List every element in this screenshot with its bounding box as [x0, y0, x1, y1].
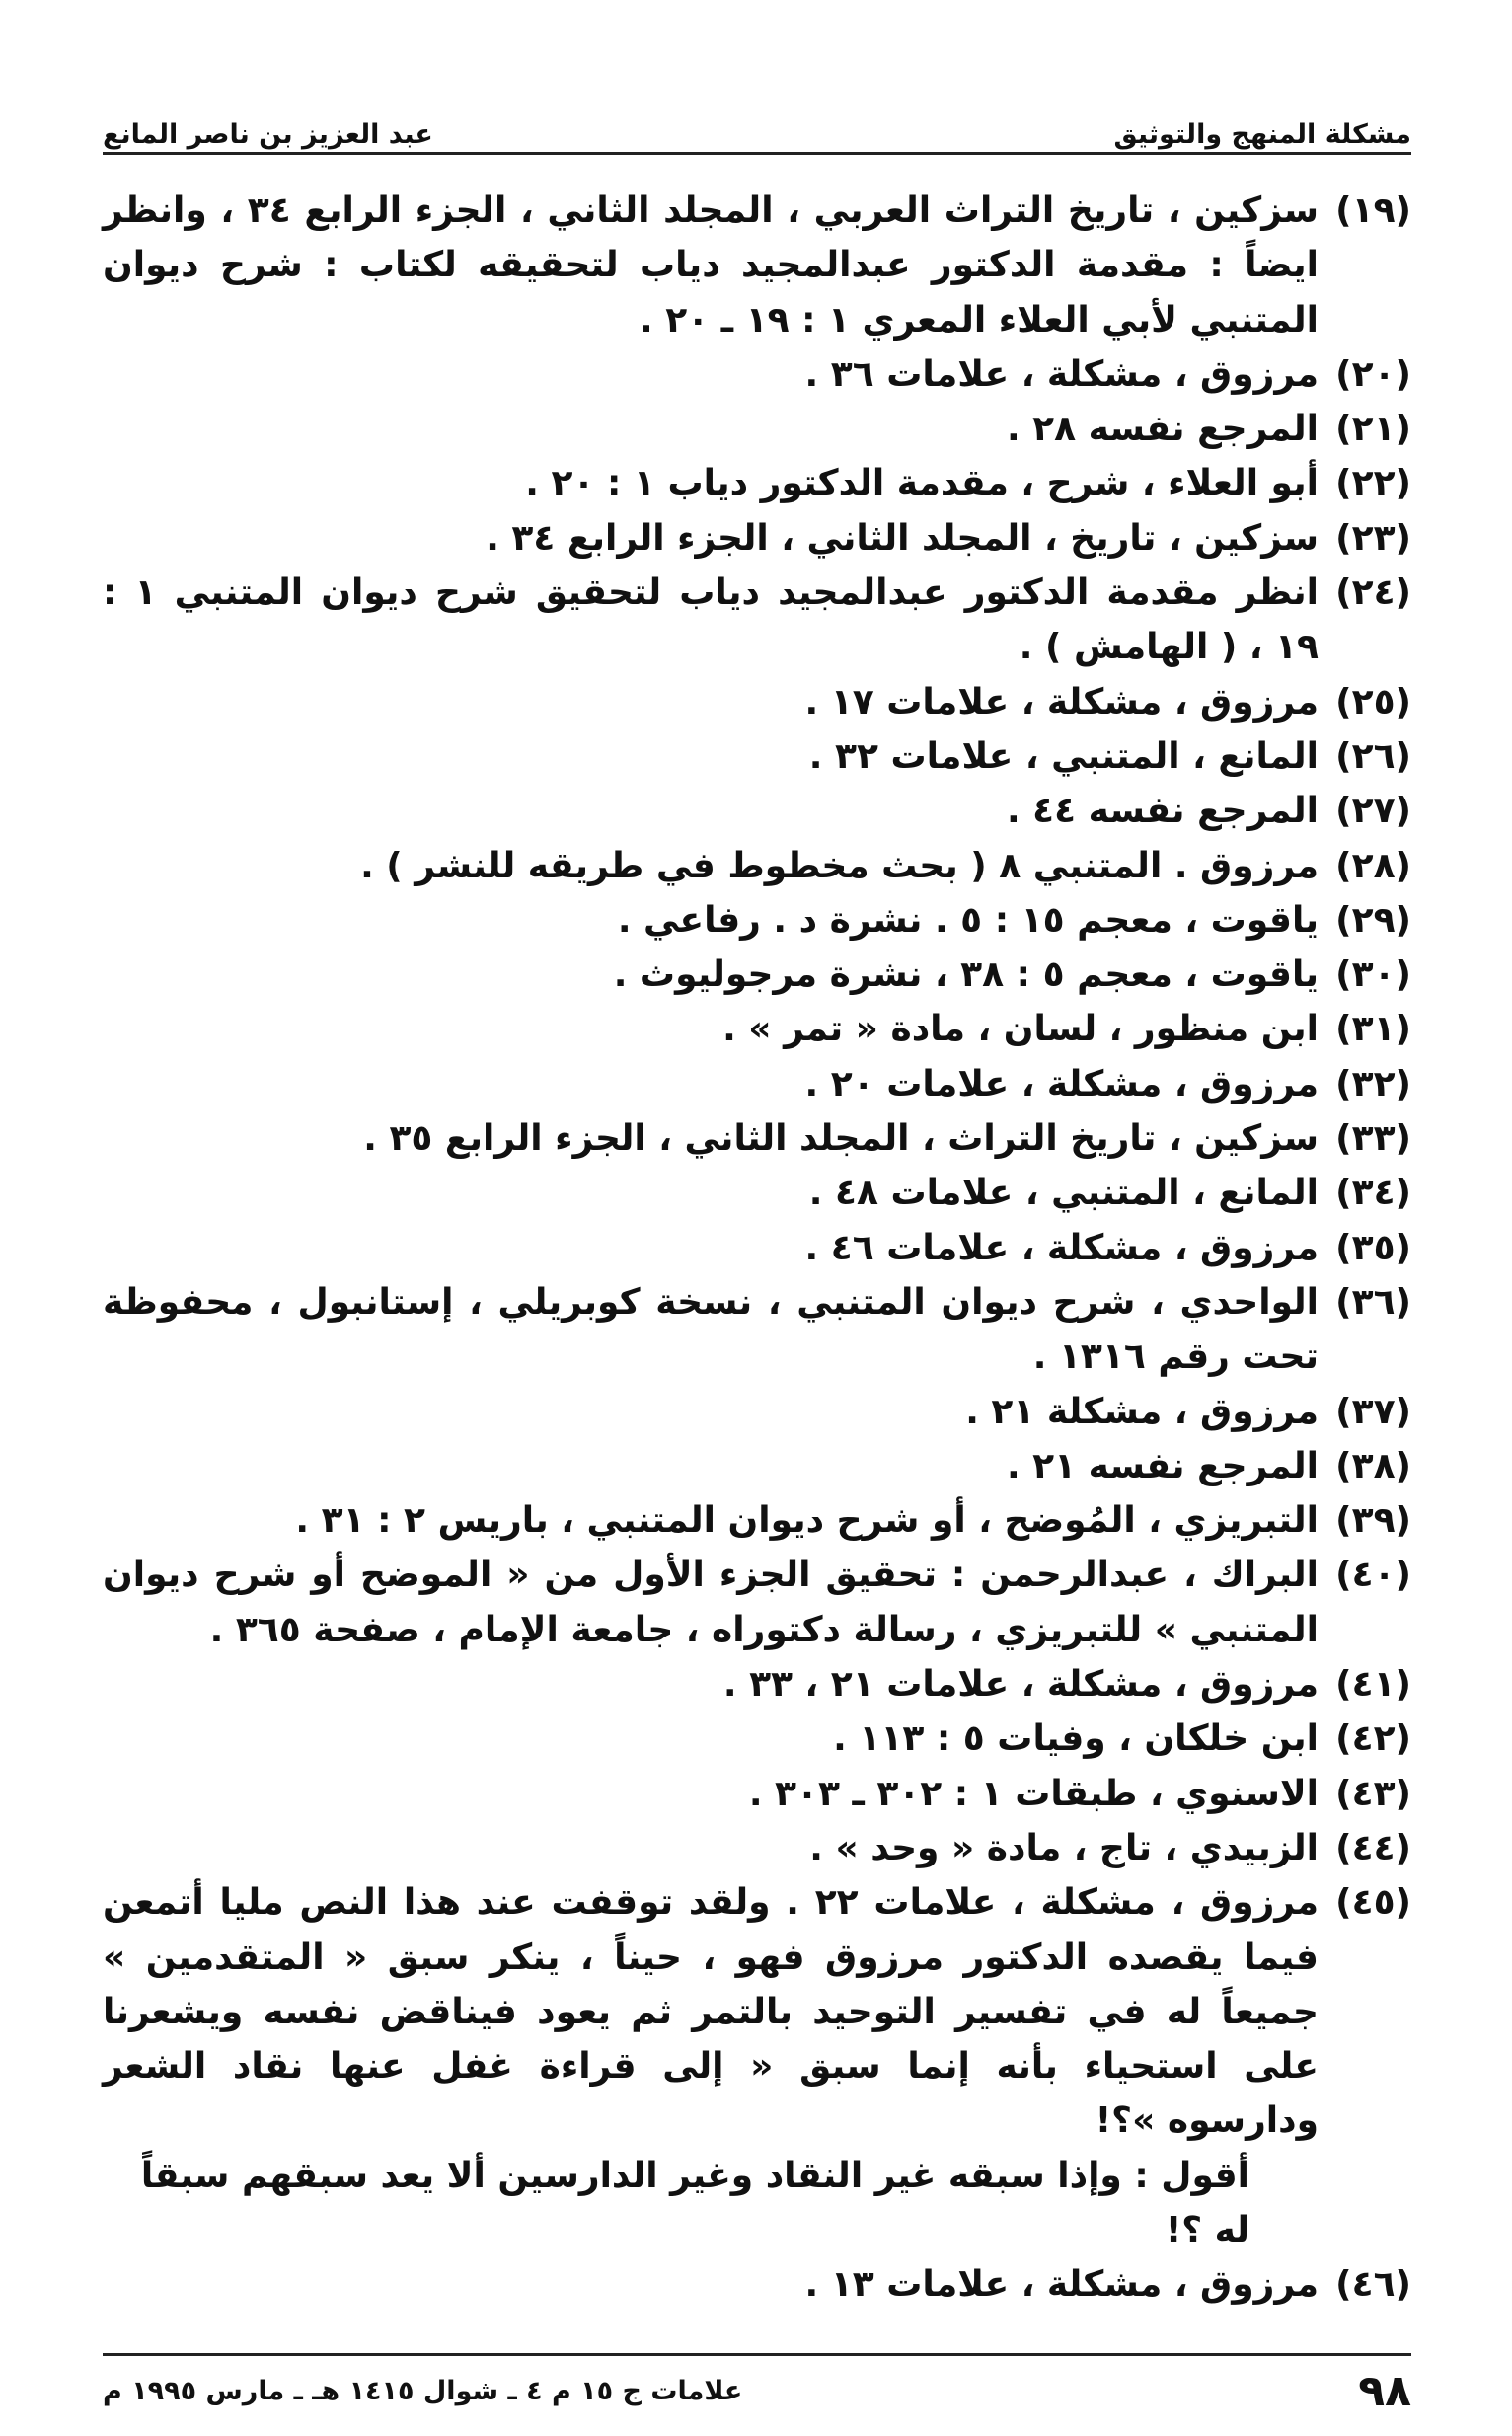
endnote-number: (٣١) — [1335, 1009, 1411, 1050]
endnote-number: (٣٣) — [1335, 1118, 1411, 1160]
endnote-number: (٢٣) — [1335, 517, 1411, 559]
endnote-text: ياقوت ، معجم ١٥ : ٥ . نشرة د . رفاعي . — [617, 899, 1319, 941]
endnote-text: التبريزي ، المُوضح ، أو شرح ديوان المتنبي ، باريس ٢ : ٣١ . — [295, 1500, 1319, 1542]
endnote-text: مرزوق ، مشكلة ، علامات ٤٦ . — [804, 1227, 1319, 1268]
endnote-text: مرزوق ، مشكلة ٢١ . — [965, 1391, 1319, 1432]
header-rule — [103, 152, 1411, 155]
endnote-text: ابن منظور ، لسان ، مادة « تمر » . — [722, 1009, 1319, 1050]
endnote-number: (٢٨) — [1335, 845, 1411, 886]
endnote — [103, 893, 1411, 948]
endnote — [103, 1275, 1411, 1385]
endnote — [103, 675, 1411, 729]
endnote-number: (٤٣) — [1335, 1773, 1411, 1814]
endnote-number: (٢٦) — [1335, 735, 1411, 777]
endnote-number: (٤٤) — [1335, 1827, 1411, 1868]
endnote-number: (٢١) — [1335, 409, 1411, 450]
header-article-title: مشكلة المنهج والتوثيق — [1113, 119, 1411, 150]
endnote-text: البراك ، عبدالرحمن : تحقيق الجزء الأول من « الموضح أو شرح ديوان المتنبي » للتبريزي ، رسالة دكتوراه ، جامعة الإمام ، صفحة ٣٦٥ . — [103, 1555, 1319, 1650]
endnote-number: (٣٢) — [1335, 1063, 1411, 1104]
endnote-continuation — [103, 2149, 1411, 2258]
endnote-text: سزكين ، تاريخ ، المجلد الثاني ، الجزء الرابع ٣٤ . — [486, 517, 1319, 559]
endnote-number: (٢٢) — [1335, 463, 1411, 504]
endnote — [103, 1057, 1411, 1111]
endnote — [103, 1821, 1411, 1875]
endnote — [103, 1657, 1411, 1712]
endnote-number: (٣٠) — [1335, 954, 1411, 996]
running-header — [103, 95, 1411, 150]
footer-rule — [103, 2353, 1411, 2356]
endnote — [103, 1002, 1411, 1056]
endnote-text: المانع ، المتنبي ، علامات ٣٢ . — [808, 735, 1319, 777]
endnote — [103, 1875, 1411, 2148]
endnote — [103, 347, 1411, 402]
endnote-text: ابن خلكان ، وفيات ٥ : ١١٣ . — [833, 1718, 1319, 1760]
endnote-number: (٤٦) — [1335, 2264, 1411, 2306]
endnote-text: الاسنوي ، طبقات ١ : ٣٠٢ ـ ٣٠٣ . — [748, 1773, 1319, 1814]
endnote — [103, 1221, 1411, 1275]
endnote-number: (٤٢) — [1335, 1718, 1411, 1760]
endnote — [103, 948, 1411, 1002]
endnote-text: الزبيدي ، تاج ، مادة « وحد » . — [809, 1827, 1319, 1868]
endnote-text: مرزوق ، مشكلة ، علامات ١٧ . — [804, 681, 1319, 723]
endnote — [103, 1166, 1411, 1220]
endnote — [103, 1767, 1411, 1821]
endnote-text: مرزوق ، مشكلة ، علامات ٣٦ . — [804, 353, 1319, 395]
journal-issue-info: علامات ج ١٥ م ٤ ـ شوال ١٤١٥ هـ ـ مارس ١٩٩٥ م — [103, 2375, 743, 2406]
endnote-text: المانع ، المتنبي ، علامات ٤٨ . — [808, 1173, 1319, 1214]
endnote-number: (٤١) — [1335, 1664, 1411, 1706]
endnote — [103, 1439, 1411, 1493]
endnote-text: سزكين ، تاريخ التراث ، المجلد الثاني ، الجزء الرابع ٣٥ . — [363, 1118, 1319, 1160]
endnote-number: (٢٠) — [1335, 353, 1411, 395]
endnote — [103, 184, 1411, 347]
endnote-text: المرجع نفسه ٤٤ . — [1006, 791, 1319, 832]
endnote-text: سزكين ، تاريخ التراث العربي ، المجلد الثاني ، الجزء الرابع ٣٤ ، وانظر ايضاً : مقدمة الدكتور عبدالمجيد دياب لتحقيقه لكتاب : شرح ديوان المتنبي لأبي العلاء المعري ١ : ١٩ ـ ٢٠ . — [103, 190, 1319, 341]
endnote — [103, 456, 1411, 510]
endnote — [103, 729, 1411, 784]
endnote-text: أقول : وإذا سبقه غير النقاد وغير الدارسين ألا يعد سبقهم سبقاً له ؟! — [140, 2155, 1249, 2250]
endnote-text: مرزوق . المتنبي ٨ ( بحث مخطوط في طريقه للنشر ) . — [360, 845, 1319, 886]
endnote — [103, 511, 1411, 566]
endnote-text: المرجع نفسه ٢١ . — [1006, 1445, 1319, 1486]
endnote — [103, 1111, 1411, 1166]
endnote-number: (٢٧) — [1335, 791, 1411, 832]
endnote-number: (٣٤) — [1335, 1173, 1411, 1214]
header-author-name: عبد العزيز بن ناصر المانع — [103, 119, 433, 150]
endnote — [103, 784, 1411, 838]
running-footer — [103, 2361, 1411, 2420]
endnote — [103, 1493, 1411, 1548]
endnote-number: (٤٠) — [1335, 1555, 1411, 1596]
endnote-text: أبو العلاء ، شرح ، مقدمة الدكتور دياب ١ : ٢٠ . — [525, 463, 1319, 504]
page-number: ٩٨ — [1358, 2365, 1411, 2416]
endnote-text: ياقوت ، معجم ٥ : ٣٨ ، نشرة مرجوليوث . — [613, 954, 1319, 996]
endnote — [103, 839, 1411, 893]
endnote-text: مرزوق ، مشكلة ، علامات ٢٢ . ولقد توقفت عند هذا النص مليا أتمعن فيما يقصده الدكتور مرزوق فهو ، حيناً ، ينكر سبق « المتقدمين » جميعاً له في تفسير التوحيد بالتمر ثم يعود فيناقض نفسه ويشعرنا على استحياء بأنه إنما سبق « إلى قراءة غفل عنها نقاد الشعر ودارسوه »؟! — [103, 1882, 1319, 2142]
endnote — [103, 1385, 1411, 1439]
endnote-number: (٢٩) — [1335, 899, 1411, 941]
endnote-number: (٢٤) — [1335, 572, 1411, 614]
endnote — [103, 2257, 1411, 2312]
endnote-text: مرزوق ، مشكلة ، علامات ٢١ ، ٣٣ . — [722, 1664, 1319, 1706]
endnote-number: (٣٦) — [1335, 1281, 1411, 1323]
endnote-number: (٣٧) — [1335, 1391, 1411, 1432]
endnote — [103, 402, 1411, 456]
endnote-text: مرزوق ، مشكلة ، علامات ١٣ . — [804, 2264, 1319, 2306]
endnote-number: (٣٩) — [1335, 1500, 1411, 1542]
endnote-text: المرجع نفسه ٢٨ . — [1006, 409, 1319, 450]
endnote-text: الواحدي ، شرح ديوان المتنبي ، نسخة كوبريلي ، إستانبول ، محفوظة تحت رقم ١٣١٦ . — [103, 1281, 1319, 1378]
endnote — [103, 1712, 1411, 1766]
endnote-text: انظر مقدمة الدكتور عبدالمجيد دياب لتحقيق شرح ديوان المتنبي ١ : ١٩ ، ( الهامش ) . — [103, 572, 1319, 668]
endnote-number: (٢٥) — [1335, 681, 1411, 723]
endnote-number: (٤٥) — [1335, 1882, 1411, 1924]
endnote-number: (٣٨) — [1335, 1445, 1411, 1486]
endnote-number: (٣٥) — [1335, 1227, 1411, 1268]
endnote — [103, 566, 1411, 675]
endnote — [103, 1548, 1411, 1657]
endnotes-list — [103, 184, 1411, 2313]
endnote-number: (١٩) — [1335, 190, 1411, 231]
endnote-text: مرزوق ، مشكلة ، علامات ٢٠ . — [804, 1063, 1319, 1104]
